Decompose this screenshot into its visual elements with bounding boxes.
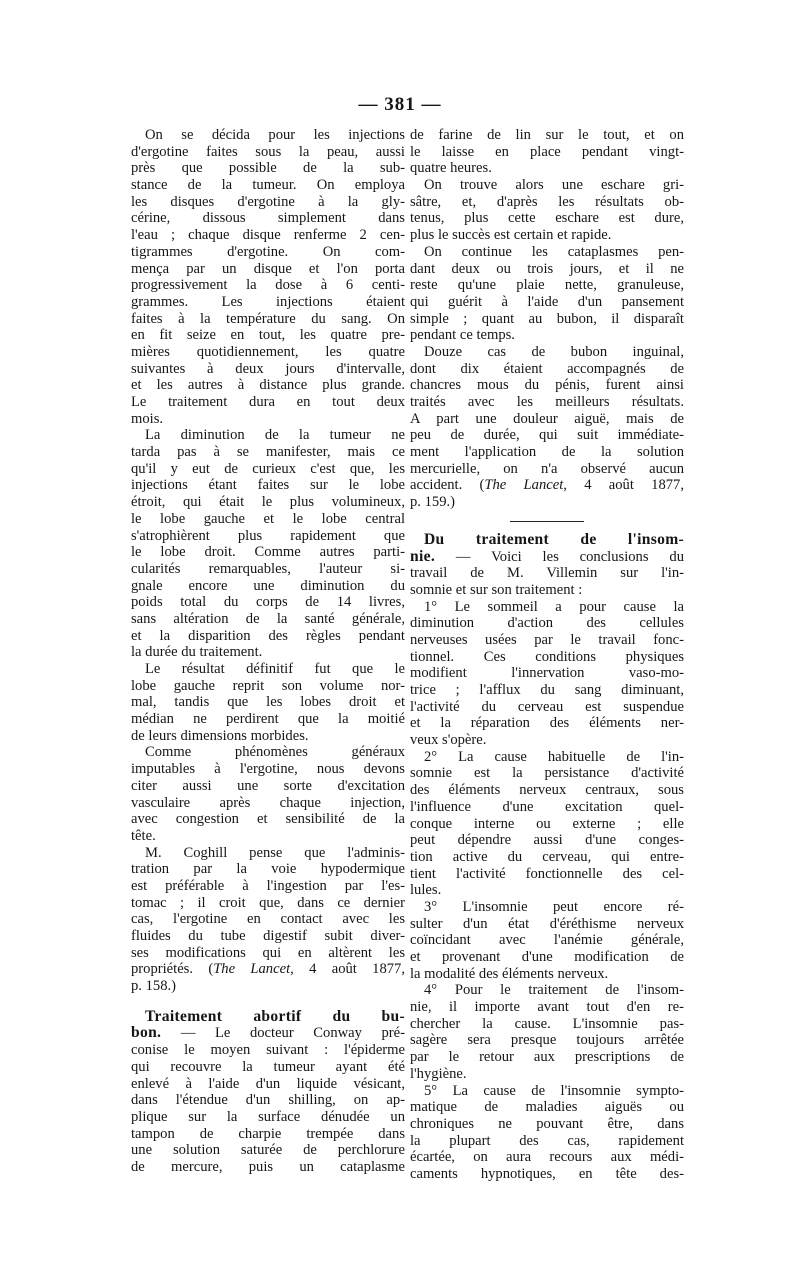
text-line: La diminution de la tumeur ne: [145, 427, 405, 444]
text-line: enlevé à l'aide d'un liquide vésicant,: [131, 1075, 405, 1092]
text-line: l'eau ; chaque disque renferme 2 cen-: [131, 227, 405, 244]
text-line: médian ne perdirent que la moitié: [131, 711, 405, 728]
text-line: une solution saturée de perchlorure: [131, 1142, 405, 1159]
text-line: de mercure, puis un cataplasme: [131, 1158, 405, 1175]
citation-date: , 4 août 1877,: [563, 477, 684, 494]
text-line: en fit seize en tout, les quatre pre-: [131, 327, 405, 344]
citation-page: p. 158.): [131, 978, 176, 995]
text-line: dant deux ou trois jours, et il ne: [410, 260, 684, 277]
text-line: mières quotidiennement, les quatre: [131, 343, 405, 360]
text-line: chroniques ne pouvant être, dans: [410, 1115, 684, 1132]
citation-prefix: propriétés. (: [131, 961, 214, 978]
paragraph-conclusion-1: [410, 599, 684, 749]
text-line: conise le moyen suivant : l'épiderme: [131, 1042, 405, 1059]
text-line: de leurs dimensions morbides.: [131, 727, 309, 744]
text-line: somnie est la persistance d'activité: [410, 765, 684, 782]
text-line: tête.: [131, 827, 156, 844]
paragraph-ergotine-injections: [131, 127, 405, 427]
text-line: grammes. Les injections étaient: [131, 293, 405, 310]
text-line: l'activité du cerveau est suspendue: [410, 698, 684, 715]
text-line: dans l'étendue d'un shilling, on ap-: [131, 1092, 405, 1109]
text-line: mença par un disque et l'on porta: [131, 260, 405, 277]
text-line: le lobe gauche et le lobe central: [131, 510, 405, 527]
text-line: chercher la cause. L'insomnie pas-: [410, 1015, 684, 1032]
text-line: qui recouvre la tumeur ayant été: [131, 1058, 405, 1075]
text-line: les disques d'ergotine à la gly-: [131, 193, 405, 210]
heading-line: [131, 1025, 405, 1042]
text-line: caments hypnotiques, en tête des-: [410, 1165, 684, 1182]
text-line: la modalité des éléments nerveux.: [410, 965, 609, 982]
text-line: tration par la voie hypodermique: [131, 861, 405, 878]
text-line: la plupart des cas, rapidement: [410, 1132, 684, 1149]
text-line: lobe gauche reprit son volume nor-: [131, 677, 405, 694]
text-line: est préférable à l'ingestion par l'es-: [131, 877, 405, 894]
paragraph-continued-cataplasm: [410, 244, 684, 344]
text-line: peu de durée, qui suit immédiate-: [410, 427, 684, 444]
text-line: A part une douleur aiguë, mais de: [410, 410, 684, 427]
section-insomnia: [410, 532, 684, 599]
paragraph-conclusion-5: [410, 1083, 684, 1183]
section-bubon: [131, 1009, 405, 1176]
section-heading-end: nie.: [410, 547, 436, 565]
text-line: tigrammes d'ergotine. On com-: [131, 243, 405, 260]
text-line: Comme phénomènes généraux: [145, 744, 405, 761]
section-divider: [510, 521, 584, 522]
text-line: chancres mous du pénis, furent ainsi: [410, 377, 684, 394]
text-line: mois.: [131, 410, 164, 427]
text-line: somnie et sur son traitement :: [410, 581, 583, 598]
paragraph-general-phenomena: [131, 744, 405, 844]
text-line: tomac ; il croit que, dans ce dernier: [131, 894, 405, 911]
text-line: le lobe droit. Comme autres parti-: [131, 544, 405, 561]
text-line: traités avec les meilleurs résultats.: [410, 394, 684, 410]
left-column: [131, 127, 405, 1176]
text-line: tionnel. Ces conditions physiques: [410, 648, 684, 665]
text-line: suivantes à deux jours d'intervalle,: [131, 360, 405, 377]
text-line: nie, il importe avant tout d'en re-: [410, 999, 684, 1016]
text-line: reste qu'une plaie nette, granuleuse,: [410, 277, 684, 294]
text-line: près que possible de la sub-: [131, 160, 405, 177]
text-line: poids total du corps de 14 livres,: [131, 594, 405, 611]
text-line: et la réparation des éléments ner-: [410, 715, 684, 732]
text-line: vasculaire après chaque injection,: [131, 794, 405, 811]
text-line: lules.: [410, 882, 442, 899]
citation-line: [410, 477, 684, 494]
text-line: étroit, qui était le plus volumineux,: [131, 494, 405, 511]
text-line: 5° La cause de l'insomnie sympto-: [424, 1082, 684, 1099]
text-line: qui guérit à l'aide d'un pansement: [410, 293, 684, 310]
text-line: On trouve alors une eschare gri-: [424, 177, 684, 194]
text-line: 4° Pour le traitement de l'insom-: [424, 982, 684, 999]
text-line: sâtre, et, d'après les résultats ob-: [410, 193, 684, 210]
paragraph-twelve-cases: [410, 344, 684, 511]
heading-dash-text: — Voici les conclusions du: [435, 548, 684, 565]
text-line: et provenant d'une modification de: [410, 949, 684, 965]
text-line: M. Coghill pense que l'adminis-: [145, 844, 405, 861]
text-line: d'ergotine faites sous la peau, aussi: [131, 143, 405, 160]
text-line: le laisse en place pendant vingt-: [410, 143, 684, 160]
text-line: simple ; quant au bubon, il disparaît: [410, 310, 684, 327]
text-line: ses modifications qui en altèrent les: [131, 944, 405, 961]
text-line: pendant ce temps.: [410, 327, 515, 344]
citation-line: [131, 961, 405, 978]
text-line: diminution d'action des cellules: [410, 615, 684, 632]
text-line: plique sur la surface dénudée un: [131, 1108, 405, 1125]
text-line: et la disparition des règles pendant: [131, 627, 405, 644]
text-line: écartée, on aura recours aux médi-: [410, 1149, 684, 1166]
paragraph-eschar: [410, 177, 684, 244]
text-line: Le traitement dura en tout deux: [131, 394, 405, 410]
text-line: peut dépendre aussi d'une conges-: [410, 832, 684, 849]
text-line: fluides du tube digestif subit diver-: [131, 928, 405, 944]
text-line: On se décida pour les injections: [145, 127, 405, 143]
text-line: conque interne ou externe ; elle: [410, 815, 684, 832]
text-line: cas, l'ergotine en contact avec les: [131, 911, 405, 928]
text-line: mercurielle, on n'a observé aucun: [410, 460, 684, 477]
text-line: sans altération de la santé générale,: [131, 610, 405, 627]
text-line: tarda pas à se manifester, mais ce: [131, 444, 405, 461]
text-line: dont dix étaient accompagnés de: [410, 360, 684, 377]
text-line: stance de la tumeur. On employa: [131, 177, 405, 194]
text-line: Douze cas de bubon inguinal,: [424, 343, 684, 360]
text-line: tion active du cerveau, qui entre-: [410, 848, 684, 865]
text-line: qu'il y eut de curieux c'est que, les: [131, 460, 405, 477]
text-line: sagère sera presque toujours arrêtée: [410, 1032, 684, 1049]
section-heading-end: bon.: [131, 1024, 162, 1042]
text-line: sulter d'un état d'éréthisme nerveux: [410, 915, 684, 932]
text-line: injections étant faites sur le lobe: [131, 477, 405, 494]
text-line: l'influence d'une excitation quel-: [410, 798, 684, 815]
text-line: On continue les cataplasmes pen-: [424, 243, 684, 260]
citation-prefix: accident. (: [410, 477, 485, 494]
text-line: modifient l'innervation vaso-mo-: [410, 665, 684, 682]
citation-date: , 4 août 1877,: [290, 961, 405, 978]
text-line: matique de maladies aiguës ou: [410, 1099, 684, 1116]
text-line: cularités remarquables, l'auteur si-: [131, 560, 405, 577]
text-line: et les autres à distance plus grande.: [131, 377, 405, 394]
text-line: des éléments nerveux centraux, sous: [410, 782, 684, 799]
text-line: avec congestion et sensibilité de la: [131, 811, 405, 828]
paragraph-conclusion-4: [410, 982, 684, 1082]
text-line: la durée du traitement.: [131, 644, 263, 661]
text-line: coïncidant avec l'anémie générale,: [410, 932, 684, 949]
citation-page: p. 159.): [410, 494, 455, 511]
text-line: citer aussi une sorte d'excitation: [131, 777, 405, 794]
text-line: imputables à l'ergotine, nous devons: [131, 761, 405, 778]
text-line: Le résultat définitif fut que le: [145, 661, 405, 677]
text-line: s'atrophièrent plus rapidement que: [131, 527, 405, 544]
paragraph-conclusion-3: [410, 899, 684, 982]
text-line: travail de M. Villemin sur l'in-: [410, 565, 684, 582]
text-line: quatre heures.: [410, 160, 492, 177]
right-column: [410, 127, 684, 1183]
text-line: par le retour aux prescriptions de: [410, 1049, 684, 1066]
text-line: 2° La cause habituelle de l'in-: [424, 748, 684, 765]
text-line: plus le succès est certain et rapide.: [410, 227, 612, 244]
section-heading: Traitement abortif du bu-: [145, 1007, 405, 1025]
text-line: 3° L'insomnie peut encore ré-: [424, 898, 684, 915]
journal-title: The Lancet: [484, 477, 564, 494]
heading-dash-text: — Le docteur Conway pré-: [161, 1025, 405, 1042]
heading-line: [410, 549, 684, 566]
paragraph-tumor-diminution: [131, 427, 405, 661]
journal-title: The Lancet: [213, 961, 291, 978]
paragraph-coghill: [131, 845, 405, 995]
text-line: trice ; l'afflux du sang diminuant,: [410, 682, 684, 698]
text-line: tient l'activité fonctionnelle des cel-: [410, 865, 684, 882]
text-line: cérine, dissous simplement dans: [131, 210, 405, 227]
paragraph-conclusion-2: [410, 749, 684, 899]
text-line: ment l'application de la solution: [410, 444, 684, 461]
text-line: veux s'opère.: [410, 732, 487, 749]
text-line: nerveuses usées par le travail fonc-: [410, 631, 684, 648]
text-line: tampon de charpie trempée dans: [131, 1125, 405, 1142]
text-line: de farine de lin sur le tout, et on: [410, 127, 684, 143]
text-line: tenus, plus cette eschare est dure,: [410, 210, 684, 227]
section-heading: Du traitement de l'insom-: [424, 530, 684, 548]
text-line: mal, tandis que les lobes droit et: [131, 694, 405, 711]
text-line: gnale encore une diminution du: [131, 577, 405, 594]
paragraph-final-result: [131, 661, 405, 744]
text-line: l'hygiène.: [410, 1065, 467, 1082]
page-number: — 381 —: [358, 94, 442, 115]
paragraph-cataplasm: [410, 127, 684, 177]
text-line: faites à la température du sang. On: [131, 310, 405, 327]
text-line: progressivement la dose à 6 centi-: [131, 277, 405, 294]
text-line: 1° Le sommeil a pour cause la: [424, 598, 684, 615]
